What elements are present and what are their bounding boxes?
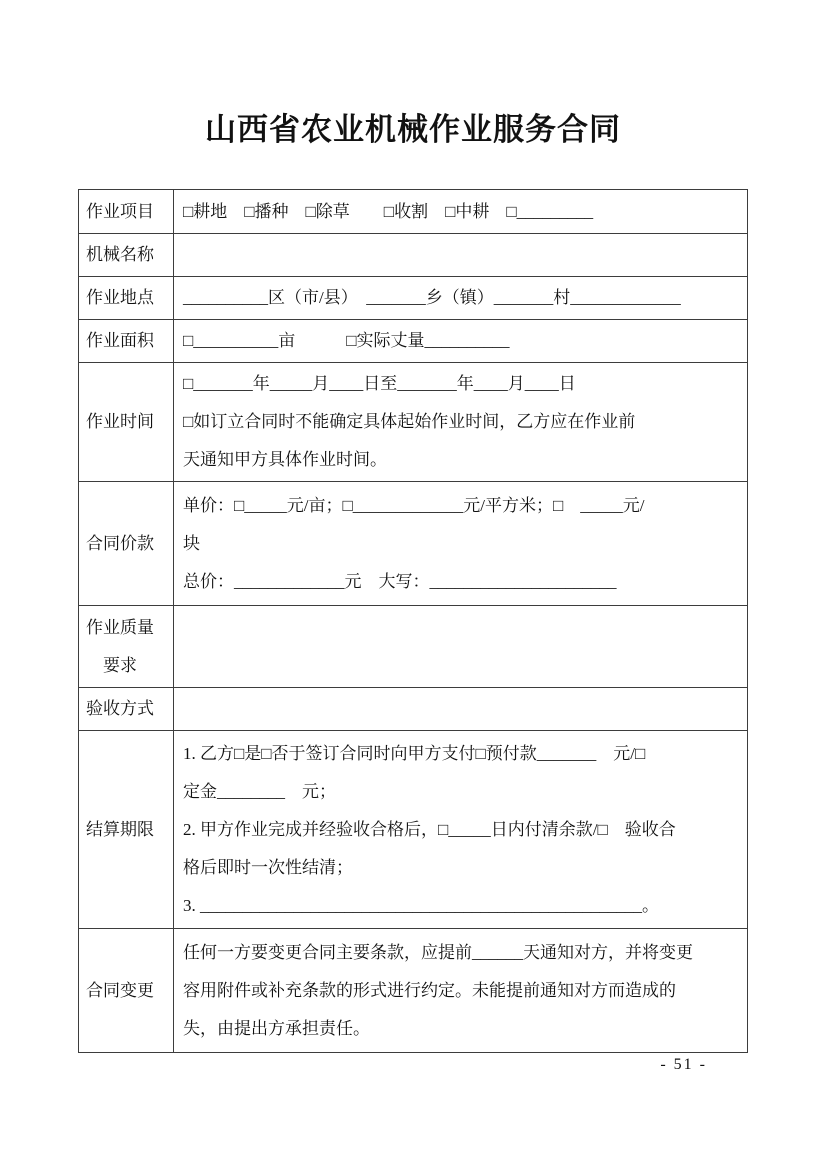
row-label-text: 作业地点	[86, 288, 154, 307]
row-content-empty	[174, 688, 748, 731]
row-label	[79, 320, 174, 363]
row-content	[174, 482, 748, 606]
row-label	[79, 731, 174, 929]
text-line: __________区（市/县） _______乡（镇）_______村_____________	[183, 288, 681, 307]
row-label	[79, 929, 174, 1053]
row-operation-time	[79, 363, 748, 482]
row-label	[79, 363, 174, 482]
text-line: □_______年_____月____日至_______年____月____日	[183, 374, 576, 393]
row-content	[174, 929, 748, 1053]
contract-form-table	[78, 189, 748, 1053]
row-acceptance-method	[79, 688, 748, 731]
row-label	[79, 190, 174, 234]
row-operation-item	[79, 190, 748, 234]
document-title: 山西省农业机械作业服务合同	[205, 112, 621, 147]
page-number: - 51 -	[660, 1056, 707, 1073]
text-line: 块	[183, 533, 200, 553]
row-label-text: 合同变更	[86, 980, 154, 1000]
row-operation-area	[79, 320, 748, 363]
row-label-text: 验收方式	[86, 699, 154, 718]
row-contract-change	[79, 929, 748, 1053]
row-label-text: 作业质量	[86, 617, 154, 637]
text-line: 3. ____________________________________________________。	[183, 895, 659, 915]
text-line: 格后即时一次性结清；	[183, 857, 353, 877]
text-line: 容用附件或补充条款的形式进行约定。未能提前通知对方而造成的	[183, 980, 676, 1000]
text-line: 天通知甲方具体作业时间。	[183, 450, 387, 469]
row-content-empty	[174, 234, 748, 277]
row-contract-price	[79, 482, 748, 606]
row-label-text: 作业面积	[86, 331, 154, 350]
text-line: 定金________ 元；	[183, 781, 336, 801]
row-content	[174, 731, 748, 929]
text-line: 总价：_____________元 大写：______________________	[183, 571, 617, 591]
row-content	[174, 363, 748, 482]
row-label	[79, 606, 174, 688]
row-label	[79, 688, 174, 731]
row-label-text-2: 要求	[103, 655, 137, 675]
text-line: □__________亩 □实际丈量__________	[183, 331, 510, 350]
row-label-text: 结算期限	[86, 819, 154, 839]
row-machine-name	[79, 234, 748, 277]
text-line: □如订立合同时不能确定具体起始作业时间，乙方应在作业前	[183, 412, 636, 431]
row-quality-requirement	[79, 606, 748, 688]
row-label-text: 作业项目	[86, 201, 154, 221]
text-line: 任何一方要变更合同主要条款，应提前______天通知对方，并将变更	[183, 942, 693, 962]
row-label	[79, 234, 174, 277]
row-content-empty	[174, 606, 748, 688]
row-label	[79, 482, 174, 606]
text-line: 1. 乙方□是□否于签订合同时向甲方支付□预付款_______ 元/□	[183, 743, 646, 763]
row-operation-location	[79, 277, 748, 320]
row-label-text: 合同价款	[86, 533, 154, 553]
text-line: 单价：□_____元/亩；□_____________元/平方米；□ _____元/	[183, 495, 645, 515]
text-line: 2. 甲方作业完成并经验收合格后，□_____日内付清余款/□ 验收合	[183, 819, 676, 839]
text-line: 失，由提出方承担责任。	[183, 1018, 370, 1038]
row-label-text: 机械名称	[86, 245, 154, 264]
row-label	[79, 277, 174, 320]
row-content	[174, 320, 748, 363]
row-settlement-period	[79, 731, 748, 929]
row-content	[174, 190, 748, 234]
row-label-text: 作业时间	[86, 412, 154, 431]
text-line: □耕地 □播种 □除草 □收割 □中耕 □_________	[183, 201, 594, 221]
row-content	[174, 277, 748, 320]
